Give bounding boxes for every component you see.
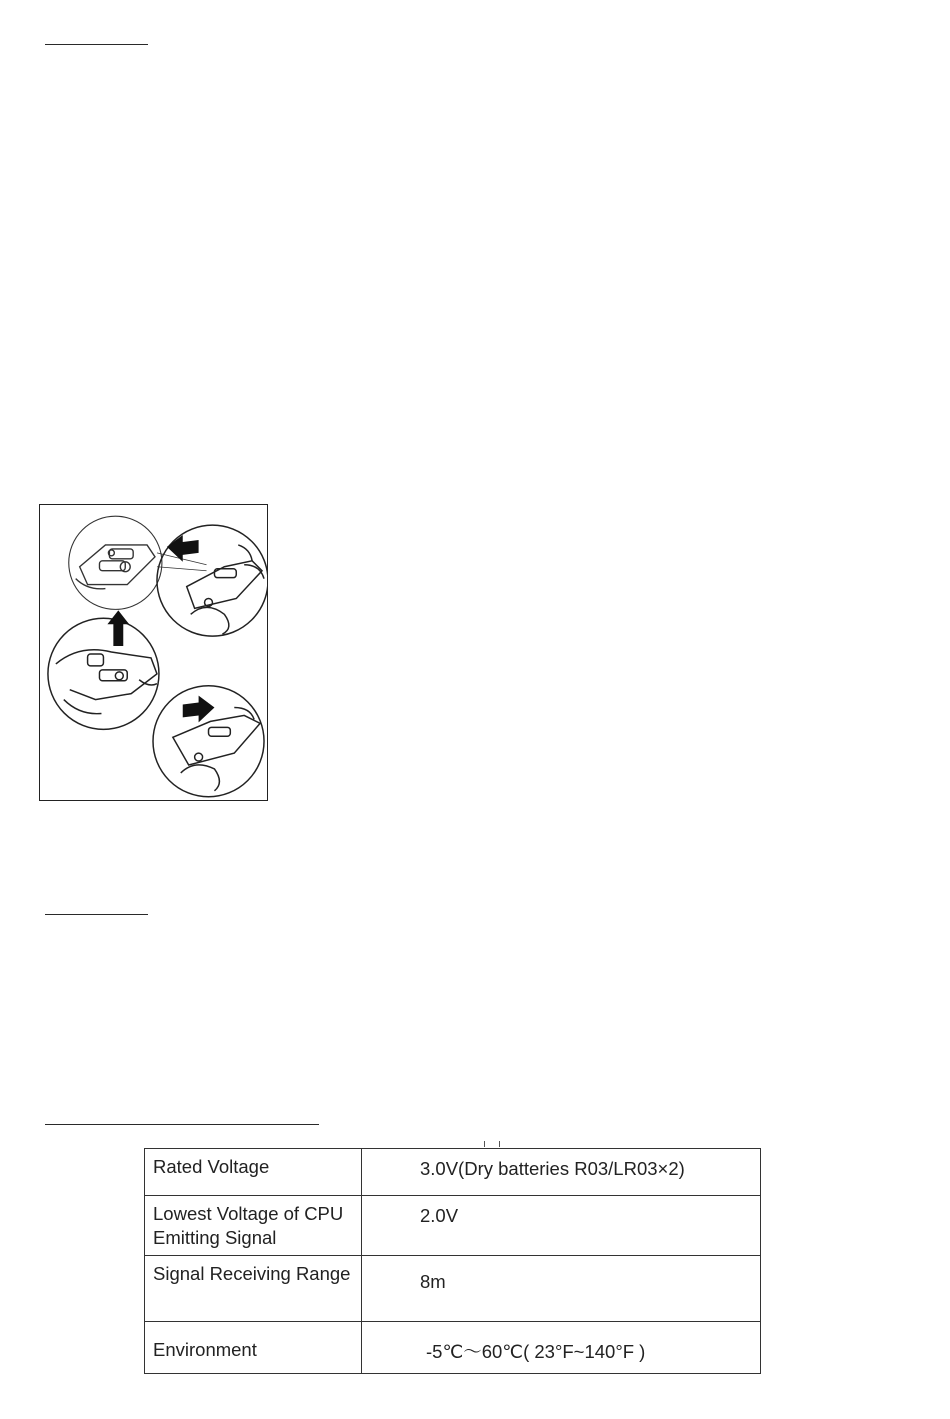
spec-value: -5℃～60℃( 23°F~140°F ) [362, 1322, 761, 1374]
spec-value: 3.0V(Dry batteries R03/LR03×2) [362, 1149, 761, 1196]
spec-label: Rated Voltage [145, 1149, 362, 1196]
right-arrow-icon [183, 696, 215, 723]
spec-value: 2.0V [362, 1196, 761, 1256]
table-row [145, 1322, 761, 1374]
up-arrow-icon [107, 610, 129, 646]
spec-value: 8m [362, 1256, 761, 1322]
battery-replacement-illustration [39, 504, 268, 801]
left-arrow-icon [167, 535, 199, 562]
spec-label: Environment [145, 1322, 362, 1374]
spec-label: Signal Receiving Range [145, 1256, 362, 1322]
heading-underline-2 [45, 914, 148, 915]
remove-cover-step-icon [157, 525, 267, 636]
table-header-remnant [484, 1141, 500, 1147]
specifications-table [144, 1148, 761, 1374]
table-row [145, 1149, 761, 1196]
spec-label: Lowest Voltage of CPU Emitting Signal [145, 1196, 362, 1256]
magnified-battery-compartment-icon [69, 516, 207, 609]
heading-underline-1 [45, 44, 148, 45]
table-row [145, 1196, 761, 1256]
table-row [145, 1256, 761, 1322]
heading-underline-3 [45, 1124, 319, 1125]
insert-batteries-step-icon [48, 618, 159, 729]
replace-cover-step-icon [153, 686, 264, 797]
